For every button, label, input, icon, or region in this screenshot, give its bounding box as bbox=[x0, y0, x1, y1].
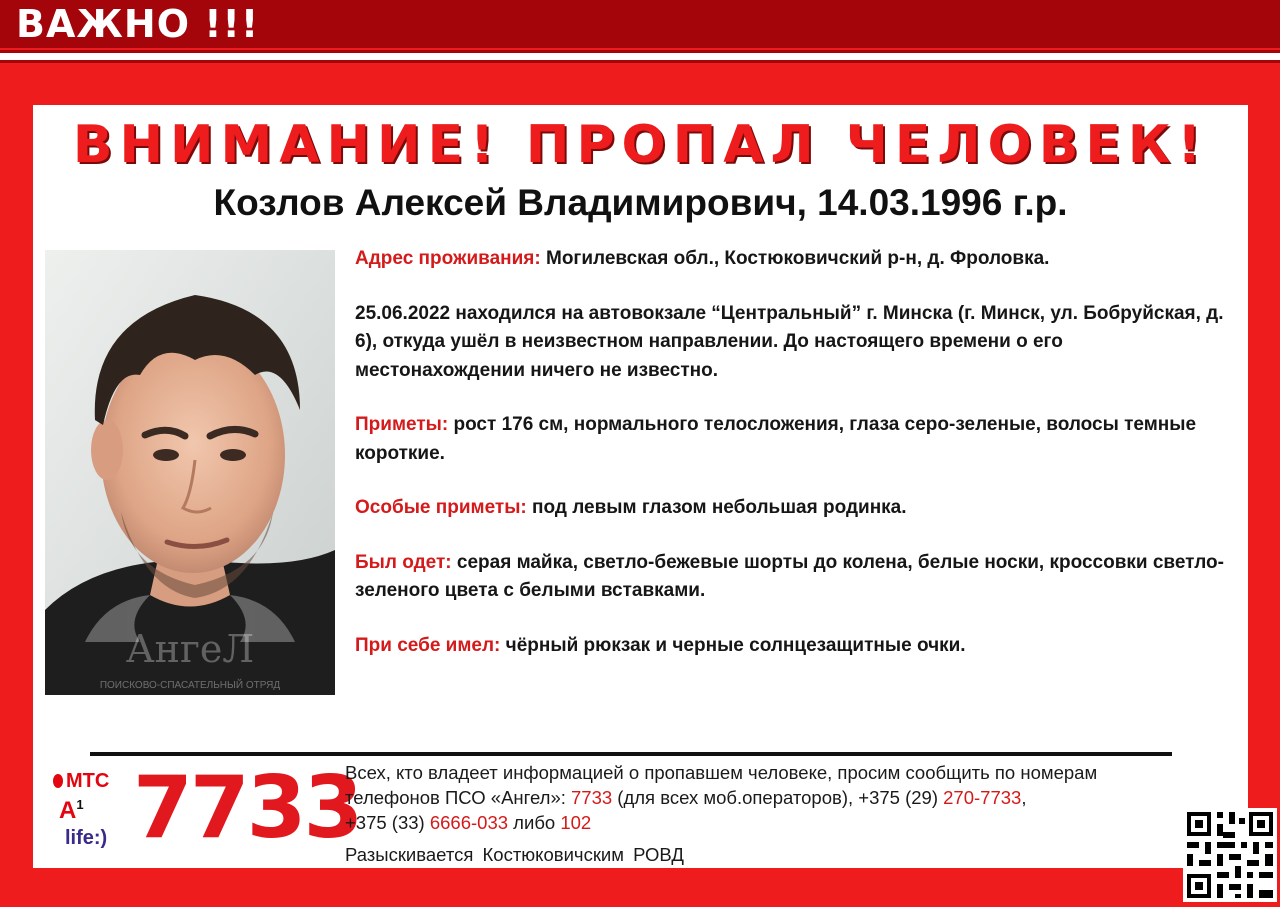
contact-line-2 bbox=[345, 785, 1225, 810]
short-number: 7733 bbox=[133, 758, 361, 858]
contact-phone: 6666-033 bbox=[429, 812, 509, 833]
special-signs-value: под левым глазом небольшая родинка. bbox=[532, 497, 907, 518]
a1-logo bbox=[59, 797, 84, 825]
clothing-value: серая майка, светло-бежевые шорты до колена, белые носки, кроссовки светло-зеленого цвета с белыми вставками. bbox=[355, 551, 1224, 601]
top-banner bbox=[0, 0, 1280, 48]
signs-paragraph bbox=[355, 411, 1225, 468]
life-logo: life:) bbox=[65, 827, 108, 849]
banner-stripe bbox=[0, 60, 1280, 63]
person-photo-illustration bbox=[45, 250, 335, 695]
contact-number: 7733 bbox=[571, 787, 613, 808]
watermark-text: АнгеЛ bbox=[125, 627, 255, 671]
contact-phone: 270-7733 bbox=[943, 787, 1022, 808]
special-signs-label: Особые приметы: bbox=[355, 497, 527, 518]
address-paragraph bbox=[355, 245, 1225, 274]
poster-headline: ВНИМАНИЕ! ПРОПАЛ ЧЕЛОВЕК! bbox=[72, 115, 1209, 175]
address-value: Могилевская обл., Костюковичский р-н, д. Фроловка. bbox=[546, 248, 1050, 269]
belongings-label: При себе имел: bbox=[355, 634, 501, 656]
contact-text: либо bbox=[508, 812, 561, 833]
contact-number: 102 bbox=[560, 812, 592, 833]
person-details bbox=[355, 245, 1225, 686]
belongings-paragraph bbox=[355, 632, 1225, 661]
signs-label: Приметы: bbox=[355, 414, 449, 435]
circumstances-paragraph: 25.06.2022 находился на автовокзале “Центральный” г. Минска (г. Минск, ул. Бобруйская, д. 6), откуда ушёл в неизвестном направлении. До настоящего времени о его местонахождении ничего не известно. bbox=[355, 302, 1224, 381]
missing-person-name: Козлов Алексей Владимирович, 14.03.1996 г.р. bbox=[213, 182, 1068, 223]
clothing-label: Был одет: bbox=[355, 551, 452, 573]
contact-text: +375 (33) bbox=[345, 812, 430, 833]
contact-line-1: Всех, кто владеет информацией о пропавшем человеке, просим сообщить по номерам bbox=[345, 762, 1098, 783]
contact-text: телефонов ПСО «Ангел»: bbox=[345, 787, 572, 808]
banner-title: ВАЖНО !!! bbox=[16, 2, 260, 46]
contact-text: (для всех моб.операторов), +375 (29) bbox=[612, 787, 944, 808]
special-signs-paragraph bbox=[355, 494, 1225, 523]
contact-line-3 bbox=[345, 810, 1225, 835]
a1-superscript: 1 bbox=[76, 797, 84, 812]
qr-code[interactable] bbox=[1183, 808, 1277, 902]
poster-panel bbox=[33, 105, 1248, 868]
mts-logo bbox=[53, 770, 109, 793]
mts-label: МТС bbox=[66, 770, 110, 792]
signs-value: рост 176 см, нормального телосложения, глаза серо-зеленые, волосы темные короткие. bbox=[355, 414, 1197, 464]
mts-egg-icon bbox=[53, 774, 63, 788]
banner-stripe bbox=[0, 53, 1280, 60]
qr-code-icon bbox=[1183, 808, 1277, 902]
contact-info bbox=[345, 760, 1225, 835]
a1-label: A bbox=[59, 797, 77, 824]
belongings-value: чёрный рюкзак и черные солнцезащитные очки. bbox=[505, 634, 966, 656]
contact-text: , bbox=[1021, 787, 1027, 808]
searching-department: Разыскивается Костюковичским РОВД bbox=[345, 844, 684, 865]
watermark-caption: ПОИСКОВО-СПАСАТЕЛЬНЫЙ ОТРЯД bbox=[99, 680, 281, 691]
person-photo bbox=[45, 250, 335, 695]
address-label: Адрес проживания: bbox=[355, 248, 541, 269]
clothing-paragraph bbox=[355, 549, 1225, 606]
